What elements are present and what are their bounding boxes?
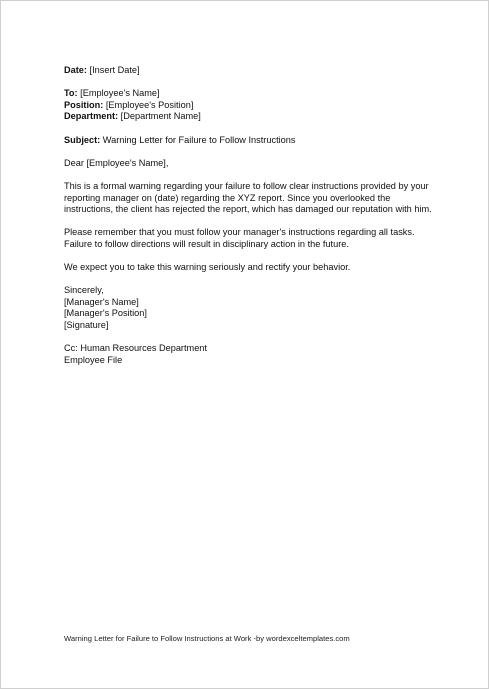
to-label: To: xyxy=(64,88,78,99)
to-line xyxy=(64,88,434,100)
subject-label: Subject: xyxy=(64,134,101,145)
cc-line-2: Employee File xyxy=(64,354,123,365)
closing-block xyxy=(64,285,434,331)
position-label: Position: xyxy=(64,99,104,110)
salutation: Dear [Employee's Name], xyxy=(64,157,169,168)
subject-value: Warning Letter for Failure to Follow Instructions xyxy=(100,134,296,145)
department-value: [Department Name] xyxy=(118,111,201,122)
signature: [Signature] xyxy=(64,320,109,331)
paragraph-3: We expect you to take this warning seriously and rectify your behavior. xyxy=(64,262,351,273)
date-line xyxy=(64,65,434,77)
cc-line-1: Cc: Human Resources Department xyxy=(64,343,207,354)
paragraph-2: Please remember that you must follow your manager's instructions regarding all tasks. Failure to follow directions will result in disciplinary action in the future. xyxy=(64,227,415,249)
paragraph-1: This is a formal warning regarding your failure to follow clear instructions provided by your reporting manager on (date) regarding the XYZ report. Since you overlooked the instructions, the client has rejected the report, which has damaged our reputation with him. xyxy=(64,180,432,215)
to-value: [Employee's Name] xyxy=(77,88,160,99)
page-footer: Warning Letter for Failure to Follow Instructions at Work -by wordexceltemplates.com xyxy=(64,634,350,643)
recipient-block xyxy=(64,88,434,123)
date-block xyxy=(64,65,434,77)
position-value: [Employee's Position] xyxy=(103,99,194,110)
date-value: [Insert Date] xyxy=(86,65,140,75)
cc-block xyxy=(64,343,434,366)
subject-line xyxy=(64,135,434,147)
department-label: Department: xyxy=(64,111,119,122)
manager-name: [Manager's Name] xyxy=(64,296,139,307)
sign-off: Sincerely, xyxy=(64,285,104,296)
manager-position: [Manager's Position] xyxy=(64,308,147,319)
date-label: Date: xyxy=(64,65,87,75)
letter-body xyxy=(64,65,434,378)
position-line xyxy=(64,100,434,112)
subject-block xyxy=(64,135,434,147)
department-line xyxy=(64,111,434,123)
